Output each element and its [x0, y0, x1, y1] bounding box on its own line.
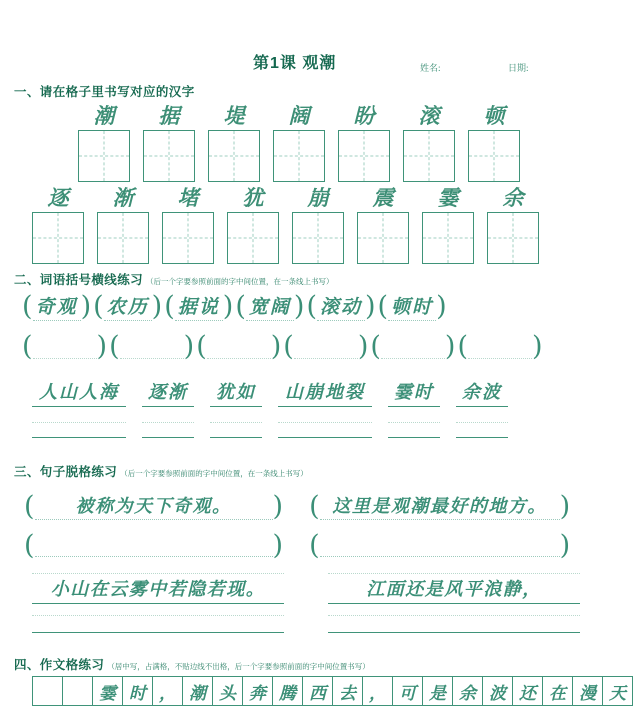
tianzige-box[interactable] [162, 212, 214, 264]
left-paren: ( [109, 331, 120, 362]
composition-cell[interactable]: ， [153, 676, 183, 706]
right-paren: ) [270, 331, 282, 362]
tianzige-box[interactable] [227, 212, 279, 264]
sentence-text[interactable]: 被称为天下奇观。 [35, 492, 273, 520]
underline-words-row [32, 378, 508, 407]
bracket-word-text[interactable]: 顿时 [388, 292, 436, 321]
underline-blank[interactable] [210, 422, 262, 438]
composition-cell[interactable]: 天 [603, 676, 633, 706]
underline-word[interactable]: 逐渐 [142, 378, 194, 407]
bracket-blank[interactable] [22, 333, 107, 360]
right-paren: ) [183, 331, 195, 362]
section-2-note: （后一个字要参照前面的字中间位置，在一条线上书写） [146, 277, 334, 286]
character-cell[interactable] [32, 186, 84, 264]
model-character: 犹 [242, 185, 264, 210]
character-cell[interactable] [162, 186, 214, 264]
bracket-words-row [22, 292, 447, 321]
sentence-bracket-blank[interactable] [309, 532, 570, 559]
bracket-blank-field[interactable] [207, 335, 271, 359]
composition-cell[interactable]: 在 [543, 676, 573, 706]
bracket-blank-field[interactable] [33, 335, 97, 359]
bracket-word-text[interactable]: 奇观 [33, 292, 81, 321]
bracket-word[interactable] [235, 292, 304, 321]
left-paren: ( [93, 291, 104, 322]
model-character: 霎 [437, 185, 459, 210]
composition-cell[interactable]: 还 [513, 676, 543, 706]
composition-cell[interactable]: 头 [213, 676, 243, 706]
tianzige-box[interactable] [357, 212, 409, 264]
right-paren: ) [436, 291, 447, 322]
bracket-word-text[interactable]: 农历 [104, 292, 152, 321]
sentence-blank-field[interactable] [320, 534, 560, 557]
tianzige-box[interactable] [292, 212, 344, 264]
left-paren: ( [22, 331, 33, 362]
sentence-line-blank[interactable] [328, 615, 580, 633]
character-cell[interactable] [338, 104, 390, 182]
bracket-word-text[interactable]: 宽阔 [246, 292, 294, 321]
bracket-words-blank-row [22, 333, 543, 360]
tianzige-box[interactable] [338, 130, 390, 182]
sentence-line[interactable]: 江面还是风平浪静， [328, 573, 580, 604]
character-cell[interactable] [422, 186, 474, 264]
line-sentences-blank-row [32, 615, 580, 633]
tianzige-box[interactable] [208, 130, 260, 182]
underline-word[interactable]: 霎时 [388, 378, 440, 407]
composition-cell[interactable]: 西 [303, 676, 333, 706]
composition-cell[interactable] [63, 676, 93, 706]
model-character: 余 [502, 185, 524, 210]
composition-cell[interactable]: 可 [393, 676, 423, 706]
right-paren: ) [559, 530, 571, 561]
left-paren: ( [457, 331, 469, 362]
composition-cell[interactable]: 去 [333, 676, 363, 706]
model-character: 堵 [177, 185, 199, 210]
left-paren: ( [309, 530, 320, 561]
left-paren: ( [24, 530, 35, 561]
left-paren: ( [164, 291, 175, 322]
composition-cell[interactable] [33, 676, 63, 706]
model-character: 据 [158, 103, 180, 128]
bracket-word-text[interactable]: 滚动 [317, 292, 365, 321]
right-paren: ) [293, 291, 305, 322]
composition-cell[interactable]: 漫 [573, 676, 603, 706]
sentence-bracket[interactable] [309, 492, 570, 520]
bracket-blank[interactable] [283, 333, 368, 360]
underline-blank[interactable] [388, 422, 440, 438]
left-paren: ( [283, 331, 294, 362]
right-paren: ) [80, 291, 92, 322]
composition-cell[interactable]: 霎 [93, 676, 123, 706]
character-grid-row-1 [78, 104, 520, 182]
tianzige-box[interactable] [78, 130, 130, 182]
left-paren: ( [377, 291, 389, 322]
bracket-word[interactable] [306, 292, 375, 321]
right-paren: ) [272, 530, 284, 561]
left-paren: ( [309, 490, 320, 522]
right-paren: ) [365, 291, 376, 322]
character-cell[interactable] [97, 186, 149, 264]
tianzige-box[interactable] [422, 212, 474, 264]
right-paren: ) [559, 490, 571, 522]
right-paren: ) [532, 331, 543, 362]
left-paren: ( [306, 291, 317, 322]
bracket-blank-field[interactable] [381, 335, 445, 359]
tianzige-box[interactable] [468, 130, 520, 182]
model-character: 盼 [353, 103, 375, 128]
bracket-word[interactable] [22, 292, 91, 321]
underline-word[interactable]: 余波 [456, 378, 508, 407]
sentence-line[interactable]: 小山在云雾中若隐若现。 [32, 573, 284, 604]
page-title: 第1课 观潮 [253, 55, 337, 72]
character-cell[interactable] [143, 104, 195, 182]
character-cell[interactable] [357, 186, 409, 264]
underline-blank[interactable] [142, 422, 194, 438]
section-1-heading [14, 82, 195, 101]
character-cell[interactable] [487, 186, 539, 264]
date-field-label: 日期: [508, 63, 529, 73]
section-3-title: 三、句子脱格练习 [14, 465, 118, 479]
tianzige-box[interactable] [143, 130, 195, 182]
bracket-word-text[interactable]: 据说 [175, 292, 223, 321]
bracket-blank[interactable] [457, 333, 542, 360]
tianzige-box[interactable] [403, 130, 455, 182]
underline-word[interactable]: 人山人海 [32, 378, 126, 407]
composition-cell[interactable]: ， [363, 676, 393, 706]
composition-cell[interactable]: 时 [123, 676, 153, 706]
composition-cell[interactable]: 波 [483, 676, 513, 706]
composition-cell[interactable]: 是 [423, 676, 453, 706]
bracket-sentences-row [24, 492, 570, 520]
bracket-word[interactable] [93, 292, 162, 321]
bracket-word[interactable] [164, 292, 233, 321]
underline-word[interactable]: 犹如 [210, 378, 262, 407]
character-cell[interactable] [78, 104, 130, 182]
name-field-label: 姓名: [420, 63, 441, 73]
left-paren: ( [24, 490, 35, 522]
section-4-heading [14, 655, 370, 674]
composition-grid [32, 676, 633, 706]
underline-words-blank-row [32, 422, 508, 438]
sentence-text[interactable]: 这里是观潮最好的地方。 [320, 492, 560, 520]
tianzige-box[interactable] [273, 130, 325, 182]
model-character: 逐 [47, 185, 69, 210]
tianzige-box[interactable] [97, 212, 149, 264]
right-paren: ) [222, 291, 234, 322]
section-1-title: 一、请在格子里书写对应的汉字 [14, 85, 195, 99]
model-character: 阔 [288, 103, 310, 128]
section-4-note: （居中写，占满格，不贴边线不出格，后一个字要参照前面的字中间位置书写） [107, 662, 370, 671]
left-paren: ( [370, 331, 381, 362]
character-cell[interactable] [468, 104, 520, 182]
underline-word[interactable]: 山崩地裂 [278, 378, 372, 407]
tianzige-box[interactable] [32, 212, 84, 264]
section-3-heading [14, 462, 308, 481]
composition-cell[interactable]: 潮 [183, 676, 213, 706]
character-cell[interactable] [273, 104, 325, 182]
right-paren: ) [357, 331, 369, 362]
bracket-word[interactable] [378, 292, 447, 321]
composition-cell[interactable]: 奔 [243, 676, 273, 706]
sentence-blank-field[interactable] [35, 534, 273, 557]
character-grid-row-2 [32, 186, 539, 264]
section-2-heading [14, 270, 334, 289]
bracket-blank[interactable] [196, 333, 281, 360]
model-character: 震 [372, 185, 394, 210]
character-cell[interactable] [292, 186, 344, 264]
composition-cell[interactable]: 腾 [273, 676, 303, 706]
bracket-blank-field[interactable] [120, 335, 184, 359]
section-2-title: 二、词语括号横线练习 [14, 273, 144, 287]
left-paren: ( [22, 291, 33, 322]
model-character: 崩 [307, 185, 329, 210]
sentence-bracket[interactable] [24, 492, 283, 520]
bracket-blank-field[interactable] [294, 335, 358, 359]
right-paren: ) [151, 291, 163, 322]
bracket-sentences-blank-row [24, 532, 570, 559]
tianzige-box[interactable] [487, 212, 539, 264]
character-cell[interactable] [403, 104, 455, 182]
line-sentences-row [32, 573, 580, 604]
right-paren: ) [96, 331, 108, 362]
model-character: 滚 [418, 103, 440, 128]
bracket-blank-field[interactable] [468, 335, 532, 359]
model-character: 顿 [483, 103, 505, 128]
right-paren: ) [444, 331, 456, 362]
underline-blank[interactable] [32, 422, 126, 438]
model-character: 渐 [112, 185, 134, 210]
bracket-blank[interactable] [370, 333, 455, 360]
composition-cell[interactable]: 余 [453, 676, 483, 706]
model-character: 堤 [223, 103, 245, 128]
model-character: 潮 [93, 103, 115, 128]
left-paren: ( [196, 331, 207, 362]
right-paren: ) [272, 490, 284, 522]
section-3-note: （后一个字要参照前面的字中间位置，在一条线上书写） [120, 469, 308, 478]
sentence-line-blank[interactable] [32, 615, 284, 633]
bracket-blank[interactable] [109, 333, 194, 360]
left-paren: ( [235, 291, 246, 322]
character-cell[interactable] [227, 186, 279, 264]
sentence-bracket-blank[interactable] [24, 532, 283, 559]
character-cell[interactable] [208, 104, 260, 182]
underline-blank[interactable] [278, 422, 372, 438]
section-4-title: 四、作文格练习 [14, 658, 105, 672]
underline-blank[interactable] [456, 422, 508, 438]
